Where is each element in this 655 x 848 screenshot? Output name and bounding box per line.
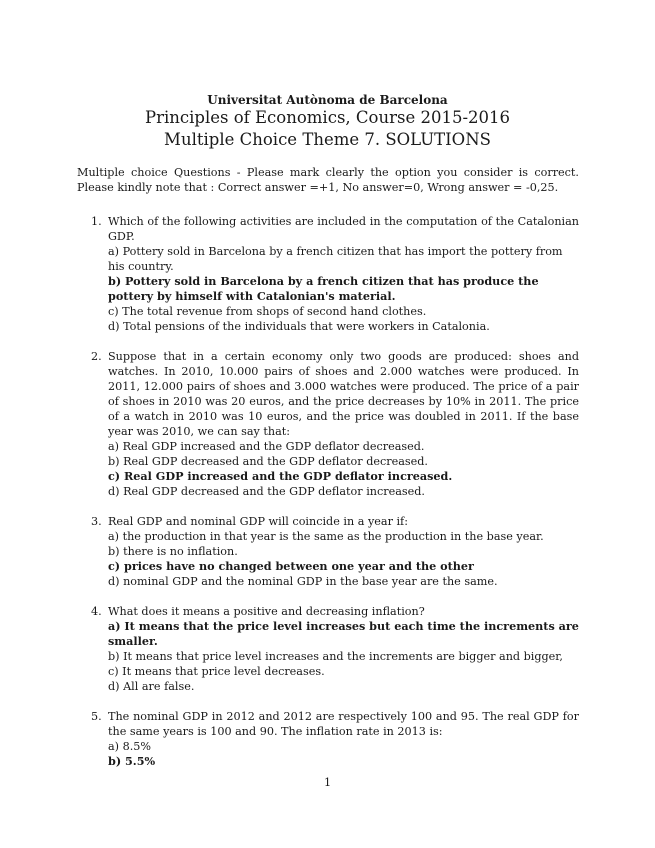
question-number: 1. xyxy=(91,215,102,228)
university-name: Universitat Autònoma de Barcelona xyxy=(207,93,448,107)
question-number: 5. xyxy=(91,710,102,723)
answer-option: a) 8.5% xyxy=(108,740,152,753)
document-header xyxy=(0,93,655,151)
answer-option-correct: c) Real GDP increased and the GDP deflator increased. xyxy=(108,469,453,483)
question-text: The nominal GDP in 2012 and 2012 are respectively 100 and 95. The real GDP for the same years is 100 and 90. The inflation rate in 2013 is: xyxy=(108,710,579,738)
course-title: Principles of Economics, Course 2015-2016 xyxy=(144,108,511,127)
question-item xyxy=(77,349,579,499)
question-text: Real GDP and nominal GDP will coincide in a year if: xyxy=(108,515,408,528)
question-item xyxy=(77,214,579,334)
answer-option: c) The total revenue from shops of second hand clothes. xyxy=(108,305,427,318)
question-text: What does it means a positive and decreasing inflation? xyxy=(108,605,425,618)
answer-option: b) there is no inflation. xyxy=(108,545,238,558)
answer-option: a) Pottery sold in Barcelona by a french citizen that has import the pottery from his country. xyxy=(108,245,563,273)
answer-option-correct: b) Pottery sold in Barcelona by a french citizen that has produce the pottery by himself with Catalonian's material. xyxy=(108,274,539,303)
answer-option: c) It means that price level decreases. xyxy=(108,665,325,678)
answer-option: d) Total pensions of the individuals that were workers in Catalonia. xyxy=(108,320,490,333)
instructions-paragraph: Multiple choice Questions - Please mark clearly the option you consider is correct. Please kindly note that : Correct answer =+1, No answer=0, Wrong answer = -0,25. xyxy=(77,166,579,194)
question-item xyxy=(77,604,579,694)
answer-option: b) Real GDP decreased and the GDP deflator decreased. xyxy=(108,455,428,468)
answer-option: a) the production in that year is the same as the production in the base year. xyxy=(108,530,544,543)
answer-option-correct: a) It means that the price level increases but each time the increments are smaller. xyxy=(108,619,579,648)
question-item xyxy=(77,514,579,589)
answer-option-correct: b) 5.5% xyxy=(108,754,156,768)
document-subtitle: Multiple Choice Theme 7. SOLUTIONS xyxy=(164,130,491,149)
answer-option: d) nominal GDP and the nominal GDP in the base year are the same. xyxy=(108,575,498,588)
answer-option: d) All are false. xyxy=(108,680,195,693)
question-number: 2. xyxy=(91,350,102,363)
question-text: Which of the following activities are included in the computation of the Catalonian GDP. xyxy=(108,215,579,243)
answer-option: d) Real GDP decreased and the GDP deflator increased. xyxy=(108,485,425,498)
answer-option: b) It means that price level increases and the increments are bigger and bigger, xyxy=(108,650,563,663)
answer-option: a) Real GDP increased and the GDP deflator decreased. xyxy=(108,440,425,453)
answer-option-correct: c) prices have no changed between one year and the other xyxy=(108,559,474,573)
question-number: 4. xyxy=(91,605,102,618)
question-item xyxy=(77,709,579,769)
question-number: 3. xyxy=(91,515,102,528)
question-list xyxy=(77,214,579,769)
page-number: 1 xyxy=(323,776,332,789)
question-text: Suppose that in a certain economy only two goods are produced: shoes and watches. In 2010, 10.000 pairs of shoes and 2.000 watches were produced. In 2011, 12.000 pairs of shoes and 3.000 watches were produced. The price of a pair of shoes in 2010 was 20 euros, and the price decreases by 10% in 2011. The price of a watch in 2010 was 10 euros, and the price was doubled in 2011. If the base year was 2010, we can say that: xyxy=(108,350,579,438)
